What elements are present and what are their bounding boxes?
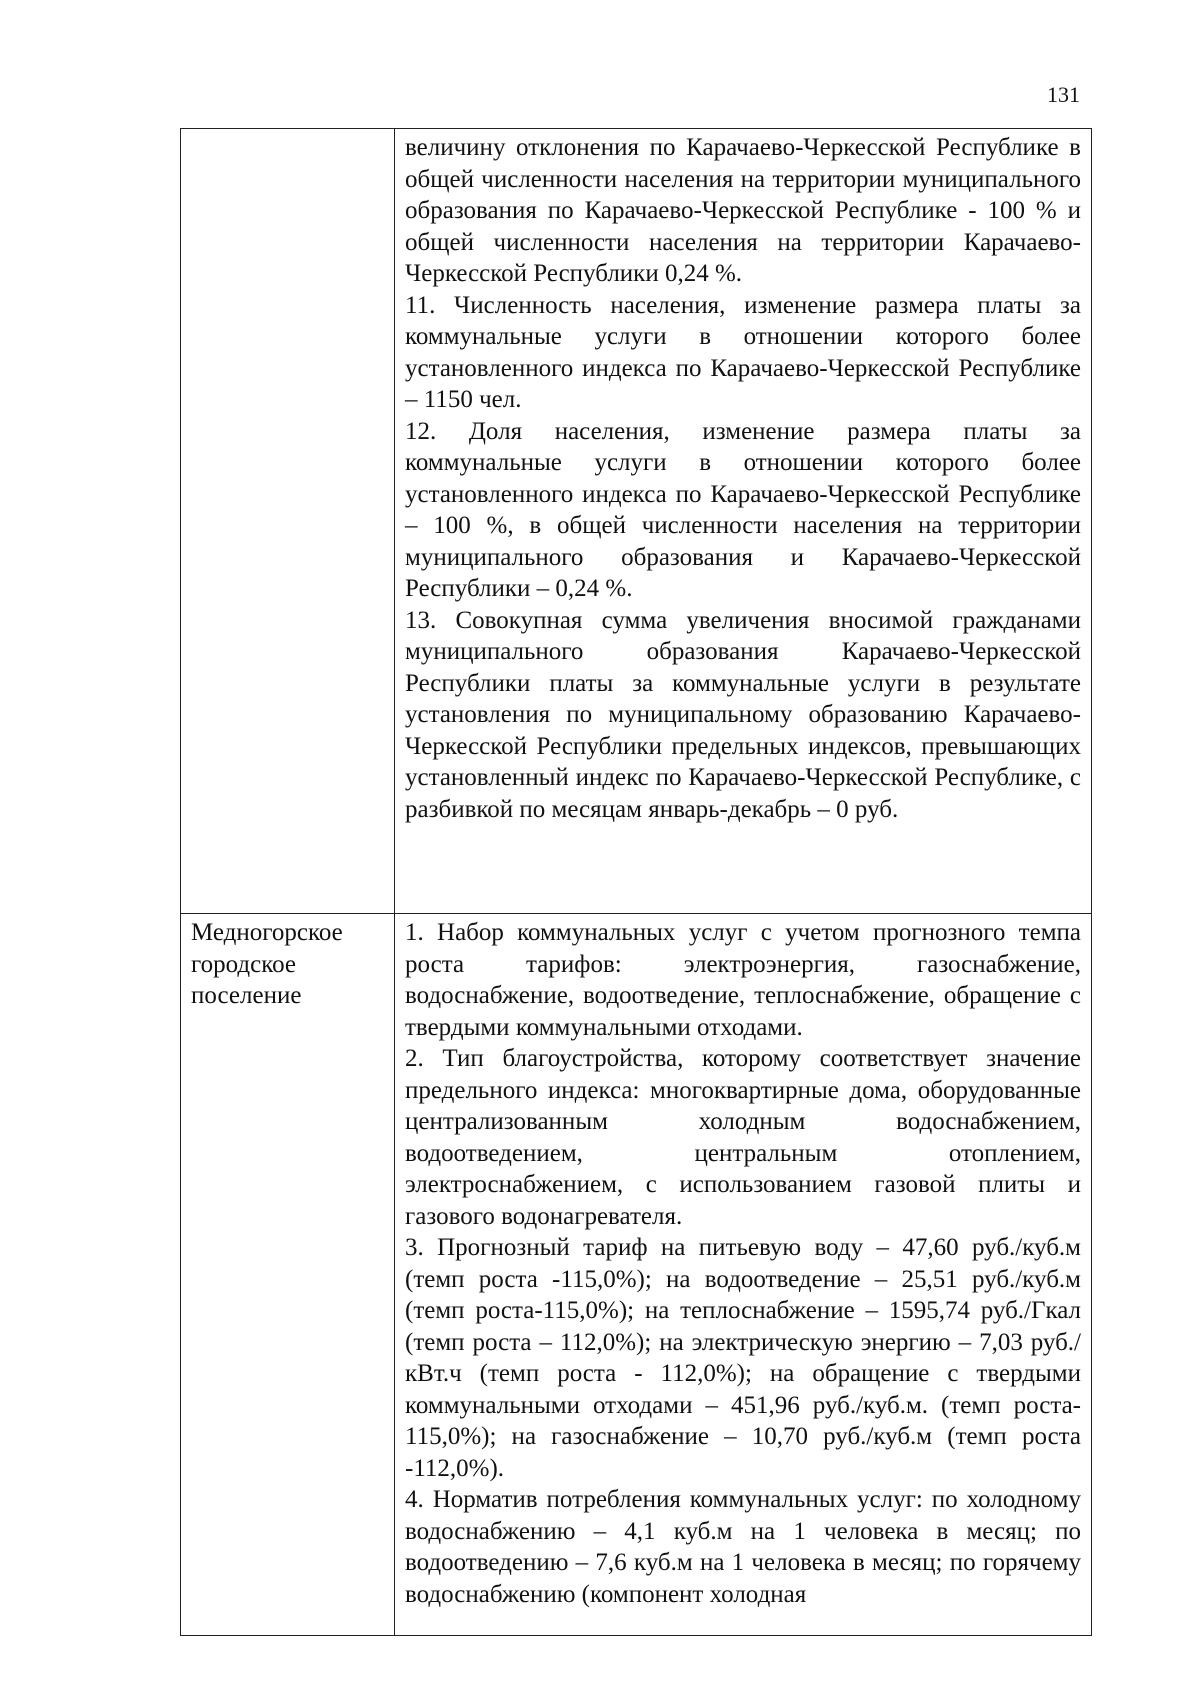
paragraph: 1. Набор коммунальных услуг с учетом прогнозного темпа роста тарифов: электроэнергия, газоснабжение, водоснабжение, водоотведение, теплоснабжение, обращение с твердыми коммунальными отходами. bbox=[405, 919, 1081, 1041]
document-table bbox=[180, 128, 1092, 1636]
municipality-name-line: городское bbox=[191, 950, 297, 978]
page-number: 131 bbox=[1047, 82, 1080, 107]
paragraph: 2. Тип благоустройства, которому соответствует значение предельного индекса: многоквартирные дома, оборудованные централизованным холодным водоснабжением, водоотведением, центральным отоплением, электроснабжением, с использованием газовой плиты и газового водонагревателя. bbox=[405, 1045, 1081, 1230]
paragraph: величину отклонения по Карачаево-Черкесской Республике в общей численности населения на территории муниципального образования по Карачаево-Черкесской Республике - 100 % и общей численности населения на территории Карачаево-Черкесской Республики 0,24 %. bbox=[405, 134, 1081, 287]
paragraph: 3. Прогнозный тариф на питьевую воду – 47,60 руб./куб.м (темп роста -115,0%); на водоотведение – 25,51 руб./куб.м (темп роста-115,0%); на теплоснабжение – 1595,74 руб./Гкал (темп роста – 112,0%); на электрическую энергию – 7,03 руб./кВт.ч (темп роста - 112,0%); на обращение с твердыми коммунальными отходами – 451,96 руб./куб.м. (темп роста- 115,0%); на газоснабжение – 10,70 руб./куб.м (темп роста -112,0%). bbox=[405, 1234, 1081, 1482]
paragraph: 12. Доля населения, изменение размера платы за коммунальные услуги в отношении которого более установленного индекса по Карачаево-Черкесской Республике – 100 %, в общей численности населения на территории муниципального образования и Карачаево-Черкесской Республики – 0,24 %. bbox=[405, 417, 1081, 602]
table-row bbox=[181, 914, 1092, 1636]
municipality-name-line: поселение bbox=[191, 982, 302, 1009]
paragraph: 13. Совокупная сумма увеличения вносимой гражданами муниципального образования Карачаево-Черкесской Республики платы за коммунальные услуги в результате установления по муниципальному образованию Карачаево-Черкесской Республики предельных индексов, превышающих установленный индекс по Карачаево-Черкесской Республике, с разбивкой по месяцам январь-декабрь – 0 руб. bbox=[405, 606, 1081, 823]
table-row bbox=[181, 129, 1092, 914]
paragraph: 4. Норматив потребления коммунальных услуг: по холодному водоснабжению – 4,1 куб.м на 1 человека в месяц; по водоотведению – 7,6 куб.м на 1 человека в месяц; по горячему водоснабжению (компонент холодная bbox=[405, 1486, 1081, 1608]
description-cell bbox=[395, 129, 1092, 914]
municipality-name-line: Медногорское bbox=[191, 919, 343, 946]
description-cell bbox=[395, 914, 1092, 1636]
paragraph: 11. Численность населения, изменение размера платы за коммунальные услуги в отношении которого более установленного индекса по Карачаево-Черкесской Республике – 1150 чел. bbox=[405, 291, 1081, 413]
municipality-cell bbox=[181, 914, 395, 1636]
municipality-cell bbox=[181, 129, 395, 914]
